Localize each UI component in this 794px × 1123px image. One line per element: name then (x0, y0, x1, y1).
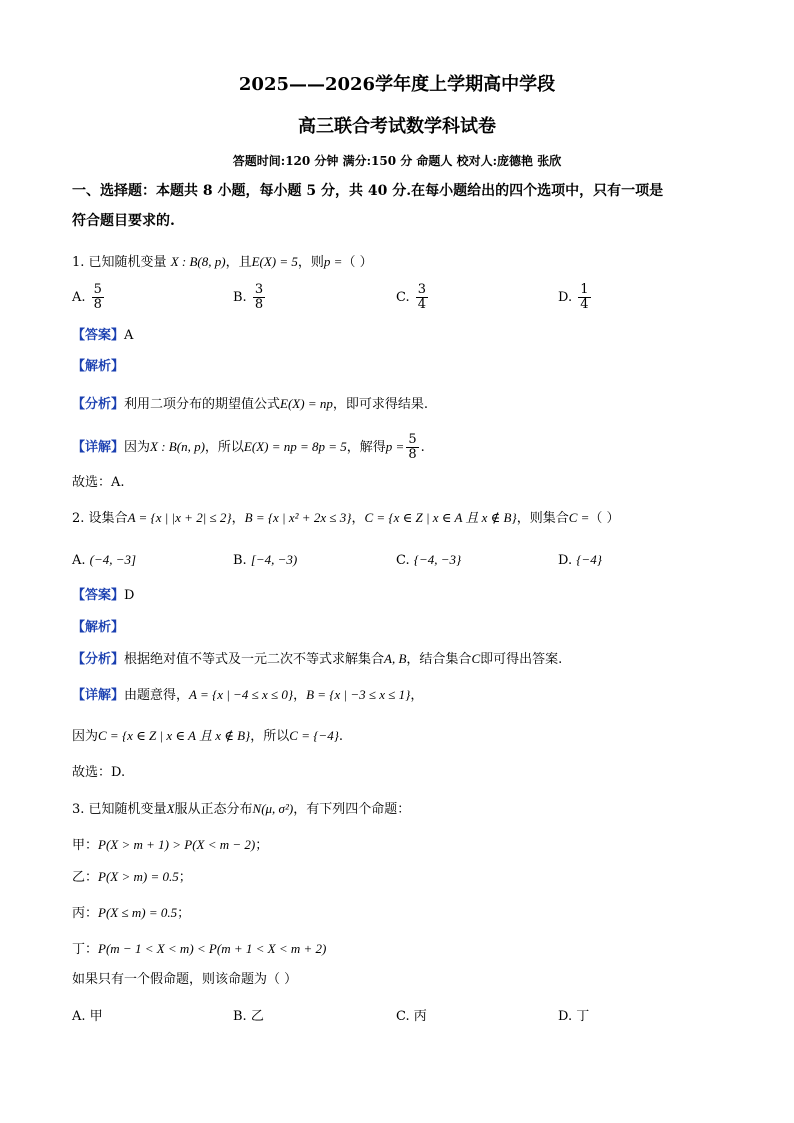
fenxi-text: ，结合集合 (406, 652, 472, 667)
formula: A = {x | −4 ≤ x ≤ 0} (189, 687, 294, 702)
stem-text: 服从正态分布 (174, 802, 253, 817)
answer-tag: 【答案】 (72, 588, 125, 603)
formula: X (166, 801, 175, 816)
option-letter: D. (558, 1009, 573, 1024)
formula: X : B(n, p) (150, 439, 205, 454)
prop-name: 甲： (72, 838, 99, 853)
formula: N(μ, σ²) (252, 801, 294, 816)
detail-text: 因为 (124, 440, 151, 455)
detail-text: ，所以 (250, 729, 290, 744)
answer-value: D (124, 588, 135, 603)
detail-line-2 (72, 728, 343, 745)
exam-subtitle: 高三联合考试数学科试卷 (298, 116, 496, 137)
formula: p = (385, 439, 405, 454)
proposition-jia (72, 837, 268, 854)
answer-line (72, 588, 134, 604)
detail-text: 因为 (72, 729, 99, 744)
option-letter: A. (72, 553, 86, 568)
numerator: 3 (254, 282, 264, 297)
question-number: 1. (72, 255, 85, 270)
analysis-tag: 【解析】 (72, 359, 125, 374)
option-letter: B. (233, 1009, 247, 1024)
formula: X : B(8, p) (170, 254, 226, 269)
numerator: 1 (580, 282, 589, 297)
denominator: 8 (93, 297, 102, 312)
detail-tag: 【详解】 (72, 688, 125, 703)
stem-text: 已知随机变量 (88, 802, 167, 817)
option-c (396, 552, 461, 568)
detail-text: ，所以 (204, 440, 244, 455)
formula: P(X > m) = 0.5 (98, 869, 179, 884)
detail-text: 由题意得， (124, 688, 190, 703)
answer-line (72, 328, 133, 344)
prop-name: 丁： (72, 942, 99, 957)
option-letter: C. (396, 1009, 410, 1024)
formula: C = {x ∈ Z | x ∈ A 且 x ∉ B} (98, 728, 251, 743)
formula: P(m − 1 < X < m) < P(m + 1 < X < m + 2) (98, 941, 327, 956)
detail-text: ， (293, 688, 307, 703)
formula: E(X) = np (280, 396, 333, 411)
stem-text: ，则 (297, 255, 324, 270)
formula: C (471, 651, 481, 666)
option-b (233, 552, 297, 568)
option-letter: B. (233, 553, 247, 568)
question-3-ask: 如果只有一个假命题，则该命题为（ ） (72, 972, 298, 987)
proposition-ding (72, 941, 326, 958)
fenxi-tag: 【分析】 (72, 652, 125, 667)
analysis-heading (72, 359, 124, 375)
formula: P(X > m + 1) > P(X < m − 2) (98, 837, 256, 852)
fenxi-tag: 【分析】 (72, 397, 125, 412)
fraction (406, 433, 418, 462)
numerator: 5 (93, 282, 102, 297)
option-value: 丙 (413, 1009, 427, 1024)
stem-text: ，则集合 (516, 511, 569, 526)
exam-info: 答题时间:120 分钟 满分:150 分 命题人 校对人:庞德艳 张欣 (232, 154, 562, 168)
numerator: 3 (417, 282, 427, 297)
denominator: 4 (417, 297, 427, 312)
proposition-bing (72, 905, 190, 922)
analysis-tag: 【解析】 (72, 620, 125, 635)
option-b (233, 283, 267, 312)
detail-text: ， (410, 688, 424, 703)
proposition-yi (72, 869, 192, 886)
choose-line: 故选：D. (72, 765, 126, 780)
option-letter: A. (72, 1009, 86, 1024)
fraction (92, 283, 104, 312)
option-a (72, 283, 106, 312)
option-a (72, 1005, 103, 1024)
formula: P(X ≤ m) = 0.5 (98, 905, 178, 920)
detail-line (72, 687, 423, 704)
numerator: 5 (408, 432, 417, 447)
denominator: 8 (408, 447, 417, 462)
option-d (558, 1005, 589, 1024)
question-number: 2. (72, 511, 85, 526)
prop-name: 丙： (72, 906, 99, 921)
prop-end: ； (177, 906, 191, 921)
question-number: 3. (72, 802, 85, 817)
option-a (72, 552, 136, 568)
prop-end: ； (255, 838, 269, 853)
formula: B = {x | −3 ≤ x ≤ 1} (306, 687, 411, 702)
detail-line (72, 430, 425, 465)
option-value: {−4, −3} (413, 552, 462, 567)
answer-tag: 【答案】 (72, 328, 125, 343)
prop-end: ； (178, 870, 192, 885)
fraction (253, 283, 265, 312)
denominator: 4 (580, 297, 589, 312)
option-letter: B. (233, 290, 247, 305)
option-value: 丁 (576, 1009, 590, 1024)
denominator: 8 (254, 297, 264, 312)
stem-text: ，且 (225, 255, 252, 270)
formula: C = {x ∈ Z | x ∈ A 且 x ∉ B} (364, 510, 517, 525)
formula: E(X) = np = 8p = 5 (243, 439, 347, 454)
formula: E(X) = 5 (251, 254, 298, 269)
fraction (578, 283, 590, 312)
option-letter: C. (396, 290, 410, 305)
stem-text: ， (231, 511, 245, 526)
detail-tag: 【详解】 (72, 440, 125, 455)
fenxi-text: 即可得出答案. (480, 652, 563, 667)
exam-title: 2025——2026学年度上学期高中学段 (238, 74, 556, 95)
fenxi-line (72, 651, 562, 668)
analysis-heading (72, 620, 124, 636)
answer-value: A (124, 328, 134, 343)
option-letter: D. (558, 553, 573, 568)
formula: A, B (384, 651, 407, 666)
formula: C = (568, 510, 590, 525)
formula: C = {−4} (289, 728, 339, 743)
fenxi-text: ，即可求得结果. (332, 397, 428, 412)
option-value: (−4, −3] (89, 552, 137, 567)
fenxi-text: 根据绝对值不等式及一元二次不等式求解集合 (124, 652, 385, 667)
detail-text: ，解得 (346, 440, 386, 455)
choose-line: 故选：A. (72, 475, 125, 490)
option-d (558, 283, 593, 312)
option-value: 乙 (250, 1009, 264, 1024)
detail-text: . (420, 440, 425, 455)
detail-text: . (338, 729, 344, 744)
option-c (396, 1005, 427, 1024)
option-letter: D. (558, 290, 573, 305)
formula: B = {x | x² + 2x ≤ 3} (244, 510, 352, 525)
answer-paren: （ ） (342, 255, 373, 270)
fenxi-text: 利用二项分布的期望值公式 (124, 397, 281, 412)
fenxi-line (72, 396, 428, 413)
formula: p = (323, 254, 343, 269)
option-value: 甲 (89, 1009, 103, 1024)
stem-text: ， (351, 511, 365, 526)
stem-text: ，有下列四个命题： (293, 802, 411, 817)
option-c (396, 283, 430, 312)
option-b (233, 1005, 264, 1024)
formula: A = {x | |x + 2| ≤ 2} (127, 510, 232, 525)
option-value: [−4, −3) (250, 552, 298, 567)
option-letter: C. (396, 553, 410, 568)
fraction (416, 283, 428, 312)
option-value: {−4} (576, 552, 602, 567)
answer-paren: （ ） (589, 511, 620, 526)
question-2-stem (72, 510, 620, 527)
question-1-stem (72, 254, 373, 271)
option-d (558, 552, 602, 568)
option-letter: A. (72, 290, 86, 305)
stem-text: 设集合 (88, 511, 128, 526)
stem-text: 已知随机变量 (88, 255, 167, 270)
prop-name: 乙： (72, 870, 99, 885)
question-3-stem (72, 801, 410, 818)
section-heading-line2: 符合题目要求的. (72, 213, 175, 229)
section-heading-line1: 一、选择题：本题共 8 小题，每小题 5 分，共 40 分.在每小题给出的四个选项中，只有一项是 (72, 183, 664, 199)
